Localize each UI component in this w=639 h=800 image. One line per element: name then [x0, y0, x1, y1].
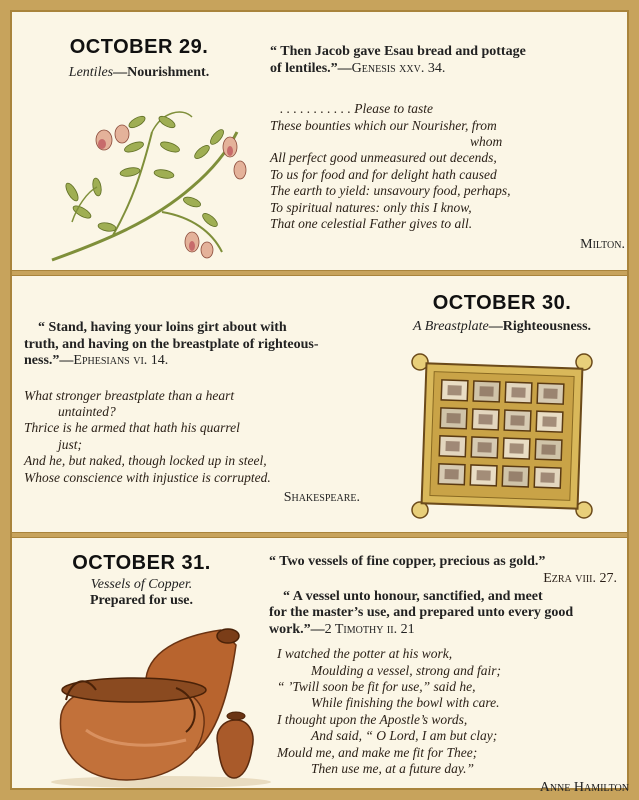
divider — [12, 532, 627, 538]
scripture-reference: Ephesians vi. 14. — [73, 353, 169, 369]
date-heading: OCTOBER 30. — [432, 292, 572, 314]
scripture-quote: “ Then Jacob gave Esau bread and pottage of lentiles.”—Genesis xxv. 34. — [270, 44, 526, 76]
breastplate-stone-shade — [543, 388, 557, 398]
breastplate-stone-shade — [479, 386, 493, 396]
breastplate-stone-shade — [509, 443, 523, 453]
poem: . . . . . . . . . . . Please to taste These bounties which our Nourisher, from whom All perfect good unmeasured out decends, To us for food and for delight hath caused The earth to yield: unsavoury food, perhaps, To spiritual natures: only this I know, That one celestial Father gives to all. — [270, 101, 511, 232]
breastplate-illustration — [402, 346, 602, 526]
date-heading: OCTOBER 29. — [69, 36, 209, 58]
author: Milton. — [580, 236, 625, 252]
scripture-reference-2: 2 Timothy ii. 21 — [324, 621, 415, 637]
subtitle-theme: Righteousness. — [502, 319, 592, 334]
divider — [12, 270, 627, 276]
lentil-plant-illustration — [42, 92, 257, 262]
breastplate-stone-shade — [478, 414, 492, 424]
subtitle: A Breastplate — [412, 319, 489, 334]
breastplate-stone-shade — [508, 471, 522, 481]
breastplate-stone-shade — [476, 470, 490, 480]
scripture-quote-2: “ A vessel unto honour, sanctified, and meet for the master’s use, and prepared unto every good work.”—2 Timothy ii. 21 — [269, 588, 574, 637]
breastplate-stone-shade — [447, 385, 461, 395]
breastplate-stone-shade — [477, 442, 491, 452]
scripture-reference: Ezra viii. 27. — [543, 570, 617, 586]
breastplate-stone-shade — [445, 441, 459, 451]
date-heading: OCTOBER 31. — [72, 552, 211, 574]
breastplate-stone-shade — [511, 387, 525, 397]
panel-october-29: OCTOBER 29. Lentiles—Nourishment. “ Then Jacob gave Esau bread and pottage of lentiles.”—Genesis xxv. 34. . . . . . . . . . . . Please to taste These bounties which our Nourisher, from whom All perfect good unmeasured out decends, To us for food and for delight hath caused The earth to yield: unsavoury food, perhaps, To spiritual natures: only this I know, That one celestial Father gives to all. Milton. — [24, 24, 615, 264]
copper-vessels-illustration — [46, 620, 276, 790]
breastplate-stone-shade — [542, 416, 556, 426]
panel-october-31 — [24, 540, 629, 795]
breastplate-stone-shade — [444, 469, 458, 479]
poem: What stronger breastplate than a heart untainted? Thrice is he armed that hath his quarrel just; And he, but naked, though locked up in steel, Whose conscience with injustice is corrupted. — [24, 387, 271, 485]
scripture-quote: “ Two vessels of fine copper, precious as gold.” — [269, 554, 546, 569]
scripture-reference: Genesis xxv. 34. — [351, 60, 446, 76]
scripture-quote: “ Stand, having your loins girt about with truth, and having on the breastplate of righteous- ness.”—Ephesians vi. 14. — [24, 320, 319, 369]
breastplate-stone-shade — [510, 415, 524, 425]
poem: I watched the potter at his work, Moulding a vessel, strong and fair; “ ’Twill soon be fit for use,” said he, While finishing the bowl with care. I thought upon the Apostle’s words, And said, “ O Lord, I am but clay; Mould me, and make me fit for Thee; Then use me, at a future day.” — [277, 646, 501, 777]
subtitle: Lentiles — [68, 65, 114, 80]
panel-october-30: “ Stand, having your loins girt about with truth, and having on the breastplate of righteous- ness.”—Ephesians vi. 14. What stronger breastplate than a heart untainted? Thrice is he armed that hath his quarrel just; And he, but naked, though locked up in steel, Whose conscience with injustice is corrupted. Shakespeare. OCTOBER 30. A Breastplate—Righteousness. — [24, 278, 615, 526]
breastplate-stone-shade — [540, 472, 554, 482]
subtitle-theme: Prepared for use. — [89, 593, 194, 608]
breastplate-stone-shade — [446, 413, 460, 423]
author: Anne Hamilton — [539, 779, 629, 795]
almanac-page — [10, 10, 629, 795]
breastplate-stone-shade — [541, 444, 555, 454]
subtitle-theme: Nourishment. — [127, 65, 210, 80]
subtitle: Vessels of Copper. — [90, 577, 193, 592]
author: Shakespeare. — [283, 490, 360, 506]
